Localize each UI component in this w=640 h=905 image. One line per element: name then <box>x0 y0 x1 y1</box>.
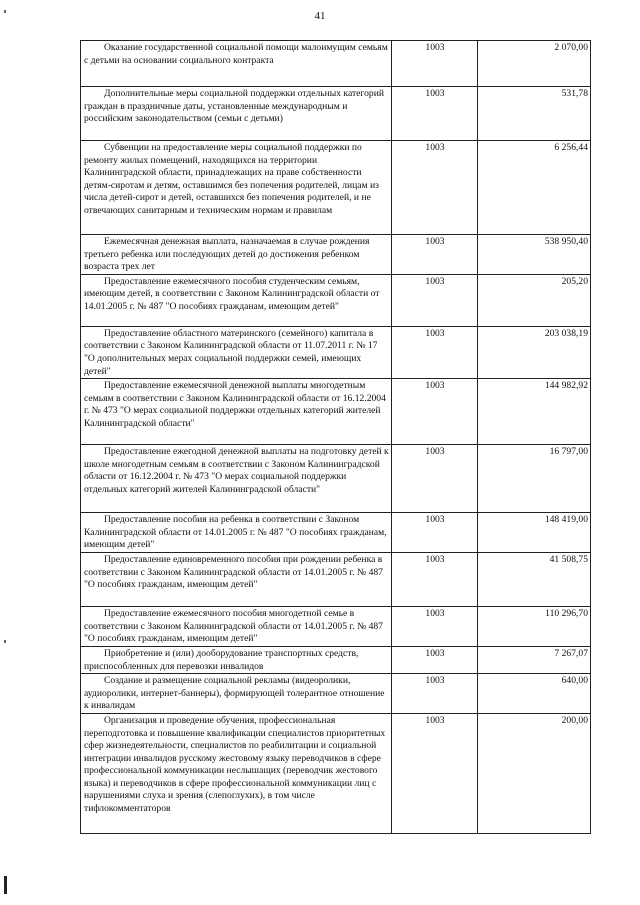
table-row <box>81 326 591 378</box>
row-description: Ежемесячная денежная выплата, назначаемая в случае рождения третьего ребенка или последующих детей до достижения ребенком возраста трех лет <box>81 235 392 275</box>
row-code: 1003 <box>392 87 478 141</box>
row-code: 1003 <box>392 379 478 445</box>
row-code: 1003 <box>392 552 478 606</box>
table-row <box>81 41 591 87</box>
row-description: Предоставление ежемесячной денежной выплаты многодетным семьям в соответствии с Законом Калининградской области от 16.12.2004 г. № 473 "О мерах социальной поддержки отдельных категорий жителей Калининградской области" <box>81 379 392 445</box>
table-row <box>81 141 591 235</box>
row-code: 1003 <box>392 674 478 714</box>
row-description: Субвенции на предоставление меры социальной поддержки по ремонту жилых помещений, находящихся на территории Калининградской области, принадлежащих на праве собственности детям-сиротам и детям, оставшимся без попечения родителей, лицам из числа детей-сирот и детей, оставшихся без попечения родителей, и не отвечающих санитарным и техническим нормам и правилам <box>81 141 392 235</box>
row-description: Приобретение и (или) дооборудование транспортных средств, приспособленных для перевозки инвалидов <box>81 646 392 673</box>
row-description: Предоставление ежегодной денежной выплаты на подготовку детей к школе многодетным семьям в соответствии с Законом Калининградской области от 16.12.2004 г. № 473 "О мерах социальной поддержки отдельных категорий жителей Калининградской области" <box>81 445 392 513</box>
row-amount: 148 419,00 <box>478 513 591 553</box>
row-amount: 531,78 <box>478 87 591 141</box>
row-amount: 2 070,00 <box>478 41 591 87</box>
scan-artifact <box>4 10 6 13</box>
row-code: 1003 <box>392 326 478 378</box>
table-row <box>81 274 591 326</box>
table-row <box>81 606 591 646</box>
row-description: Организация и проведение обучения, профессиональная переподготовка и повышение квалификации специалистов приоритетных сфер жизнедеятельности, специалистов по реабилитации и социальной интеграции инвалидов русскому жестовому языку переводчиков в сфере профессиональной коммуникации неслышащих (переводчик жестового языка) и переводчиков в сфере профессиональной коммуникации лиц с нарушениями слуха и зрения (слепоглухих), в том числе тифлокомментаторов <box>81 713 392 833</box>
row-amount: 144 982,92 <box>478 379 591 445</box>
row-code: 1003 <box>392 713 478 833</box>
row-amount: 7 267,07 <box>478 646 591 673</box>
row-description: Дополнительные меры социальной поддержки отдельных категорий граждан в праздничные даты, установленные международным и российским законодательством (семьи с детьми) <box>81 87 392 141</box>
row-code: 1003 <box>392 235 478 275</box>
row-description: Предоставление ежемесячного пособия многодетной семье в соответствии с Законом Калининградской области от 14.01.2005 г. № 487 "О пособиях гражданам, имеющим детей" <box>81 606 392 646</box>
row-code: 1003 <box>392 141 478 235</box>
row-code: 1003 <box>392 513 478 553</box>
row-description: Создание и размещение социальной рекламы (видеоролики, аудиоролики, интернет-баннеры), формирующей толерантное отношение к инвалидам <box>81 674 392 714</box>
row-description: Предоставление пособия на ребенка в соответствии с Законом Калининградской области от 14.01.2005 г. № 487 "О пособиях гражданам, имеющим детей" <box>81 513 392 553</box>
table-row <box>81 646 591 673</box>
row-code: 1003 <box>392 41 478 87</box>
table-row <box>81 379 591 445</box>
row-description: Предоставление областного материнского (семейного) капитала в соответствии с Законом Калининградской области от 11.07.2011 г. № 17 "О дополнительных мерах социальной поддержки семей, имеющих детей" <box>81 326 392 378</box>
row-amount: 640,00 <box>478 674 591 714</box>
table-row <box>81 235 591 275</box>
row-amount: 16 797,00 <box>478 445 591 513</box>
table-row <box>81 674 591 714</box>
table-row <box>81 445 591 513</box>
table-row <box>81 713 591 833</box>
scan-artifact <box>4 640 6 643</box>
page-number: 41 <box>314 10 326 22</box>
row-amount: 538 950,40 <box>478 235 591 275</box>
scan-artifact <box>4 876 7 894</box>
row-description: Оказание государственной социальной помощи малоимущим семьям с детьми на основании социального контракта <box>81 41 392 87</box>
table-row <box>81 87 591 141</box>
row-code: 1003 <box>392 646 478 673</box>
row-amount: 110 296,70 <box>478 606 591 646</box>
row-code: 1003 <box>392 445 478 513</box>
table-row <box>81 513 591 553</box>
row-description: Предоставление ежемесячного пособия студенческим семьям, имеющим детей, в соответствии с Законом Калининградской области от 14.01.2005 г. № 487 "О пособиях гражданам, имеющим детей" <box>81 274 392 326</box>
table-row <box>81 552 591 606</box>
row-description: Предоставление единовременного пособия при рождении ребенка в соответствии с Законом Калининградской области от 14.01.2005 г. № 487 "О пособиях гражданам, имеющим детей" <box>81 552 392 606</box>
row-code: 1003 <box>392 274 478 326</box>
row-amount: 6 256,44 <box>478 141 591 235</box>
row-amount: 200,00 <box>478 713 591 833</box>
budget-table <box>80 40 591 834</box>
row-code: 1003 <box>392 606 478 646</box>
row-amount: 203 038,19 <box>478 326 591 378</box>
row-amount: 41 508,75 <box>478 552 591 606</box>
row-amount: 205,20 <box>478 274 591 326</box>
